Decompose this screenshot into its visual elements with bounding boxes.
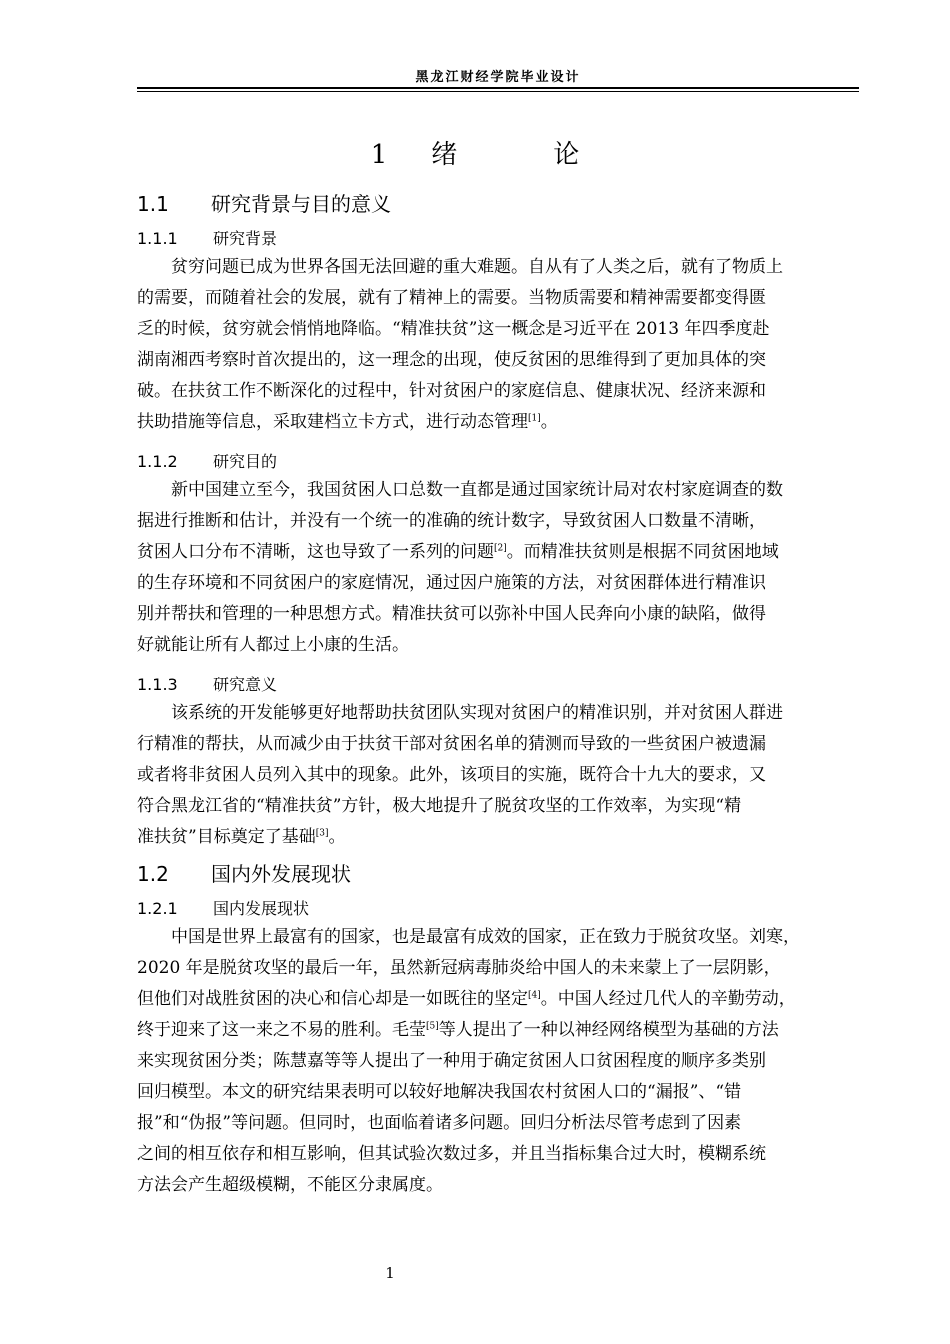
page-header: 黑龙江财经学院毕业设计 — [415, 70, 581, 85]
paragraph-domestic-status — [137, 922, 862, 1201]
text-line: 。中国人经过几代人的辛勤劳动， — [540, 989, 796, 1009]
subsection-number: 1.1.2 — [137, 452, 178, 471]
text-line: 别并帮扶和管理的一种思想方式。精准扶贫可以弥补中国人民奔向小康的缺陷，做得 — [137, 604, 766, 624]
text-line: 新中国建立至今，我国贫困人口总数一直都是通过国家统计局对农村家庭调查的数 — [171, 480, 783, 500]
text-line: 回归模型。本文的研究结果表明可以较好地解决我国农村贫困人口的“漏报”、“错 — [137, 1082, 742, 1102]
subsection-heading-1-1-2 — [137, 449, 277, 472]
section-heading-1-2 — [137, 858, 351, 887]
text-line: 报”和“伪报”等问题。但同时，也面临着诸多问题。回归分析法尽管考虑到了因素 — [137, 1113, 742, 1133]
text-punct: 。 — [328, 827, 346, 847]
paragraph-purpose — [137, 475, 862, 661]
text-line: 2020 年是脱贫攻坚的最后一年，虽然新冠病毒肺炎给中国人的未来蒙上了一层阴影， — [137, 958, 781, 978]
section-title: 国内外发展现状 — [211, 862, 351, 886]
text-line: 符合黑龙江省的“精准扶贫”方针，极大地提升了脱贫攻坚的工作效率，为实现“精 — [137, 796, 742, 816]
subsection-title: 研究目的 — [213, 452, 278, 471]
citation-ref: [2] — [494, 543, 507, 554]
text-line: 贫穷问题已成为世界各国无法回避的重大难题。自从有了人类之后，就有了物质上 — [171, 257, 783, 277]
paragraph-background — [137, 252, 862, 438]
text-line: 据进行推断和估计，并没有一个统一的准确的统计数字，导致贫困人口数量不清晰， — [137, 511, 766, 531]
section-number: 1.2 — [137, 862, 169, 886]
page-number: 1 — [385, 1264, 395, 1282]
text-line: 贫困人口分布不清晰，这也导致了一系列的问题 — [137, 542, 494, 562]
text-line: 好就能让所有人都过上小康的生活。 — [137, 635, 409, 655]
subsection-title: 研究意义 — [213, 675, 278, 694]
subsection-number: 1.2.1 — [137, 899, 178, 918]
text-line: 之间的相互依存和相互影响，但其试验次数过多，并且当指标集合过大时，模糊系统 — [137, 1144, 766, 1164]
text-line: 来实现贫困分类；陈慧嘉等等人提出了一种用于确定贫困人口贫困程度的顺序多类别 — [137, 1051, 766, 1071]
citation-ref: [5] — [426, 1021, 439, 1032]
subsection-number: 1.1.3 — [137, 675, 178, 694]
text-line: 中国是世界上最富有的国家，也是最富有成效的国家，正在致力于脱贫攻坚。刘寒， — [171, 927, 800, 947]
section-heading-1-1 — [137, 188, 391, 217]
citation-ref: [4] — [528, 990, 541, 1001]
text-punct: 。 — [540, 412, 558, 432]
text-line: 乏的时候，贫穷就会悄悄地降临。“精准扶贫”这一概念是习近平在 2013 年四季度赴 — [137, 319, 770, 339]
text-line: 或者将非贫困人员列入其中的现象。此外，该项目的实施，既符合十九大的要求，又 — [137, 765, 766, 785]
citation-ref: [3] — [315, 828, 329, 839]
subsection-heading-1-2-1 — [137, 896, 309, 919]
text-line: 该系统的开发能够更好地帮助扶贫团队实现对贫困户的精准识别，并对贫困人群进 — [171, 703, 783, 723]
text-line: 破。在扶贫工作不断深化的过程中，针对贫困户的家庭信息、健康状况、经济来源和 — [137, 381, 766, 401]
text-line: 方法会产生超级模糊，不能区分隶属度。 — [137, 1175, 443, 1195]
subsection-number: 1.1.1 — [137, 229, 178, 248]
text-line: 但他们对战胜贫困的决心和信心却是一如既往的坚定 — [137, 989, 528, 1009]
header-rule-thin — [137, 91, 859, 92]
section-title: 研究背景与目的意义 — [211, 192, 391, 216]
text-line: 准扶贫”目标奠定了基础 — [137, 827, 316, 847]
header-rule-thick — [137, 87, 859, 89]
text-line: 。而精准扶贫则是根据不同贫困地域 — [506, 542, 779, 562]
text-line: 行精准的帮扶，从而减少由于扶贫干部对贫困名单的猜测而导致的一些贫困户被遗漏 — [137, 734, 766, 754]
chapter-number: 1 — [370, 140, 388, 170]
subsection-heading-1-1-1 — [137, 226, 277, 249]
chapter-title — [0, 134, 950, 171]
citation-ref: [1] — [528, 413, 541, 424]
text-line: 扶助措施等信息，采取建档立卡方式，进行动态管理 — [137, 412, 528, 432]
chapter-title-char-2: 论 — [553, 140, 580, 170]
subsection-title: 研究背景 — [213, 229, 278, 248]
subsection-title: 国内发展现状 — [213, 899, 310, 918]
text-line: 等人提出了一种以神经网络模型为基础的方法 — [438, 1020, 779, 1040]
subsection-heading-1-1-3 — [137, 672, 277, 695]
paragraph-significance — [137, 698, 862, 853]
text-line: 的生存环境和不同贫困户的家庭情况，通过因户施策的方法，对贫困群体进行精准识 — [137, 573, 766, 593]
text-line: 的需要，而随着社会的发展，就有了精神上的需要。当物质需要和精神需要都变得匮 — [137, 288, 766, 308]
text-line: 终于迎来了这一来之不易的胜利。毛莹 — [137, 1020, 426, 1040]
chapter-title-char-1: 绪 — [431, 140, 458, 170]
text-line: 湖南湘西考察时首次提出的，这一理念的出现，使反贫困的思维得到了更加具体的突 — [137, 350, 766, 370]
section-number: 1.1 — [137, 192, 169, 216]
